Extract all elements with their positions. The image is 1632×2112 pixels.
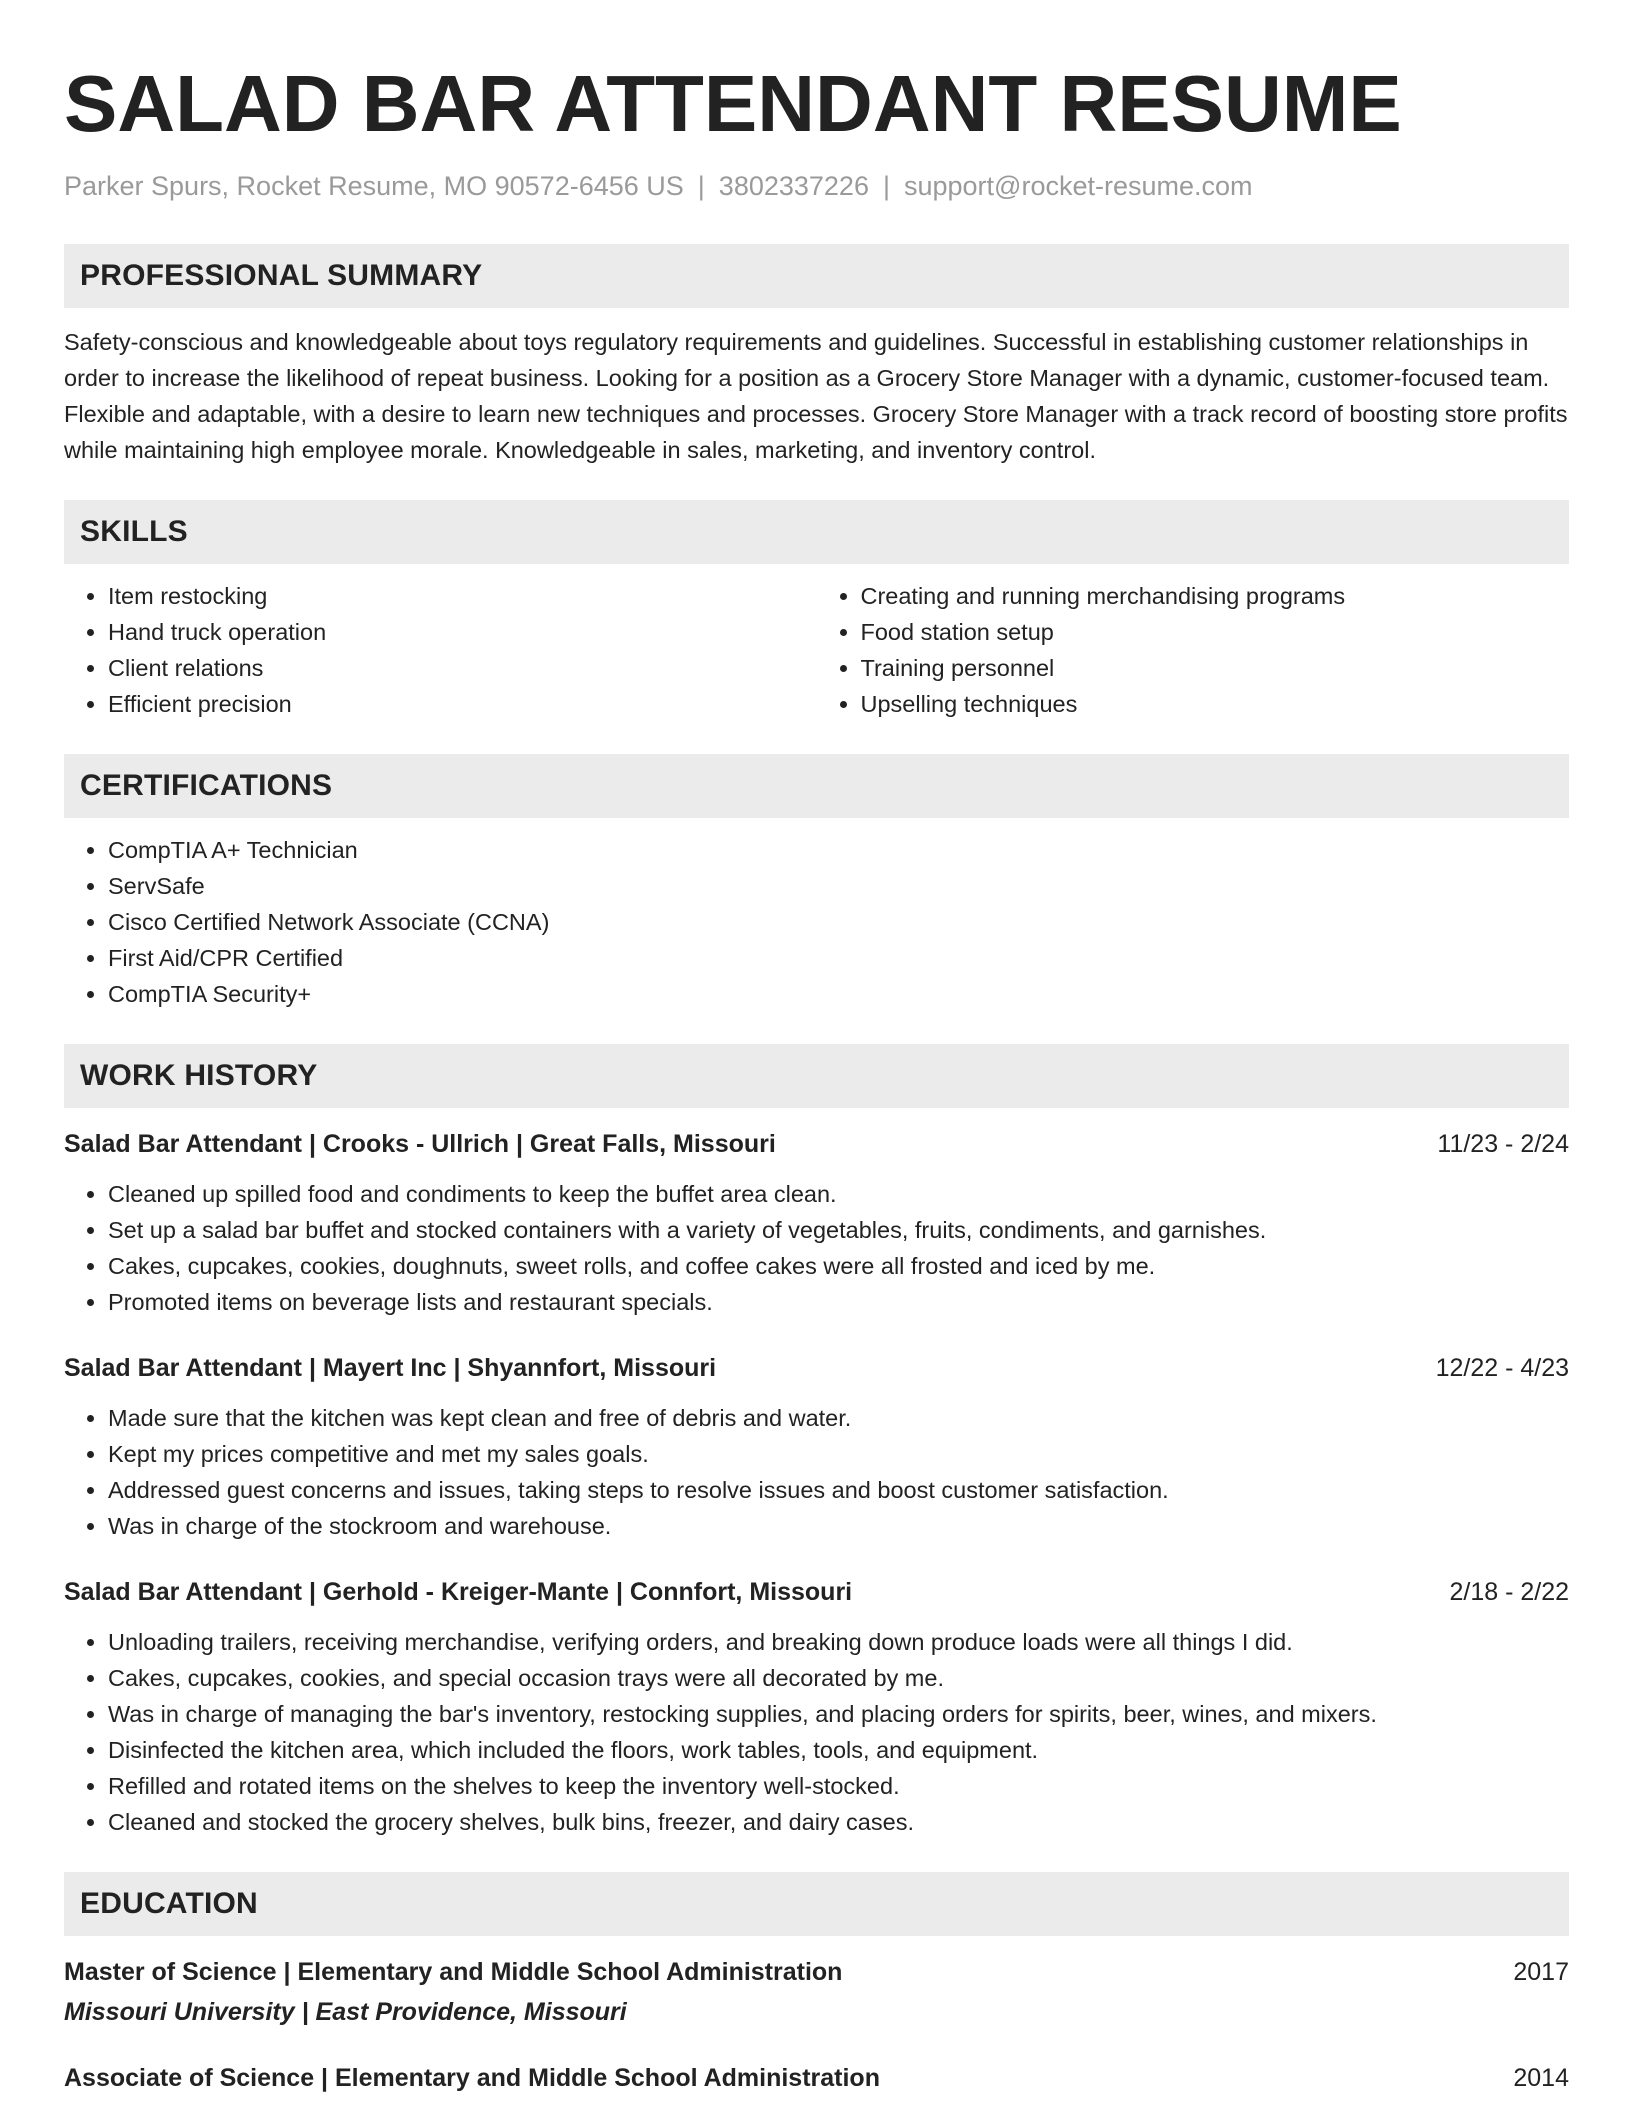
skill-item: • Item restocking — [108, 578, 817, 614]
job-bullet: • Refilled and rotated items on the shelves to keep the inventory well-stocked. — [108, 1768, 1569, 1804]
education-degree: Associate of Science | Elementary and Middle School Administration — [64, 2064, 880, 2092]
job-entry — [64, 1126, 1569, 1320]
skill-item: • Upselling techniques — [861, 686, 1570, 722]
certifications-list — [64, 832, 1569, 1012]
skill-item: • Hand truck operation — [108, 614, 817, 650]
job-bullet: • Unloading trailers, receiving merchandise, verifying orders, and breaking down produce loads were all things I did. — [108, 1624, 1569, 1660]
job-entry — [64, 1574, 1569, 1840]
skill-item: • Creating and running merchandising programs — [861, 578, 1570, 614]
job-dates: 11/23 - 2/24 — [1437, 1130, 1569, 1158]
job-bullet: • Cleaned up spilled food and condiments to keep the buffet area clean. — [108, 1176, 1569, 1212]
education-entry — [64, 2060, 1569, 2096]
summary-heading: PROFESSIONAL SUMMARY — [64, 244, 1569, 308]
job-bullets — [64, 1400, 1569, 1544]
education-entry — [64, 1954, 1569, 2030]
skills-heading: SKILLS — [64, 500, 1569, 564]
education-year: 2014 — [1513, 2064, 1569, 2092]
job-bullet: • Set up a salad bar buffet and stocked containers with a variety of vegetables, fruits, condiments, and garnishes. — [108, 1212, 1569, 1248]
contact-address: Parker Spurs, Rocket Resume, MO 90572-6456 US — [64, 171, 684, 201]
certifications-heading: CERTIFICATIONS — [64, 754, 1569, 818]
job-bullet: • Disinfected the kitchen area, which included the floors, work tables, tools, and equipment. — [108, 1732, 1569, 1768]
summary-text: Safety-conscious and knowledgeable about toys regulatory requirements and guidelines. Successful in establishing customer relationships in order to increase the likelihood of repeat business. Looking for a position as a Grocery Store Manager with a dynamic, customer-focused team. Flexible and adaptable, with a desire to learn new techniques and processes. Grocery Store Manager with a track record of boosting store profits while maintaining high employee morale. Knowledgeable in sales, marketing, and inventory control. — [64, 329, 1568, 463]
job-title: Salad Bar Attendant | Gerhold - Kreiger-Mante | Connfort, Missouri — [64, 1578, 853, 1606]
job-header — [64, 1350, 1569, 1386]
job-bullet: • Made sure that the kitchen was kept clean and free of debris and water. — [108, 1400, 1569, 1436]
skill-item: • Efficient precision — [108, 686, 817, 722]
certification-item: • ServSafe — [108, 868, 1569, 904]
resume-title: SALAD BAR ATTENDANT RESUME — [64, 59, 1402, 148]
contact-line — [64, 168, 1569, 204]
skills-left-list — [64, 578, 817, 722]
certification-item: • CompTIA Security+ — [108, 976, 1569, 1012]
job-bullet: • Cakes, cupcakes, cookies, and special occasion trays were all decorated by me. — [108, 1660, 1569, 1696]
job-title: Salad Bar Attendant | Mayert Inc | Shyannfort, Missouri — [64, 1354, 717, 1382]
job-bullet: • Promoted items on beverage lists and restaurant specials. — [108, 1284, 1569, 1320]
job-dates: 2/18 - 2/22 — [1449, 1578, 1569, 1606]
certification-item: • First Aid/CPR Certified — [108, 940, 1569, 976]
job-bullets — [64, 1176, 1569, 1320]
job-dates: 12/22 - 4/23 — [1435, 1354, 1569, 1382]
work-history-heading: WORK HISTORY — [64, 1044, 1569, 1108]
contact-separator: | — [697, 171, 705, 201]
skill-item: • Food station setup — [861, 614, 1570, 650]
skills-right-list — [817, 578, 1570, 722]
contact-email: support@rocket-resume.com — [903, 171, 1253, 201]
skill-item: • Training personnel — [861, 650, 1570, 686]
job-entry — [64, 1350, 1569, 1544]
education-heading: EDUCATION — [64, 1872, 1569, 1936]
education-degree: Master of Science | Elementary and Middle School Administration — [64, 1958, 843, 1986]
education-header — [64, 1954, 1569, 1990]
skills-grid — [64, 578, 1569, 722]
job-bullets — [64, 1624, 1569, 1840]
job-bullet: • Was in charge of managing the bar's inventory, restocking supplies, and placing orders for spirits, beer, wines, and mixers. — [108, 1696, 1569, 1732]
job-title: Salad Bar Attendant | Crooks - Ullrich | Great Falls, Missouri — [64, 1130, 776, 1158]
contact-separator: | — [882, 171, 890, 201]
job-header — [64, 1126, 1569, 1162]
certification-item: • Cisco Certified Network Associate (CCNA) — [108, 904, 1569, 940]
work-history — [64, 1126, 1569, 1840]
education-school: Missouri University | East Providence, Missouri — [64, 1998, 627, 2026]
job-bullet: • Cakes, cupcakes, cookies, doughnuts, sweet rolls, and coffee cakes were all frosted and iced by me. — [108, 1248, 1569, 1284]
certification-item: • CompTIA A+ Technician — [108, 832, 1569, 868]
skill-item: • Client relations — [108, 650, 817, 686]
education-header — [64, 2060, 1569, 2096]
job-header — [64, 1574, 1569, 1610]
job-bullet: • Cleaned and stocked the grocery shelves, bulk bins, freezer, and dairy cases. — [108, 1804, 1569, 1840]
education-year: 2017 — [1513, 1958, 1569, 1986]
job-bullet: • Addressed guest concerns and issues, taking steps to resolve issues and boost customer satisfaction. — [108, 1472, 1569, 1508]
job-bullet: • Was in charge of the stockroom and warehouse. — [108, 1508, 1569, 1544]
education-list — [64, 1954, 1569, 2096]
job-bullet: • Kept my prices competitive and met my sales goals. — [108, 1436, 1569, 1472]
contact-phone: 3802337226 — [718, 171, 869, 201]
